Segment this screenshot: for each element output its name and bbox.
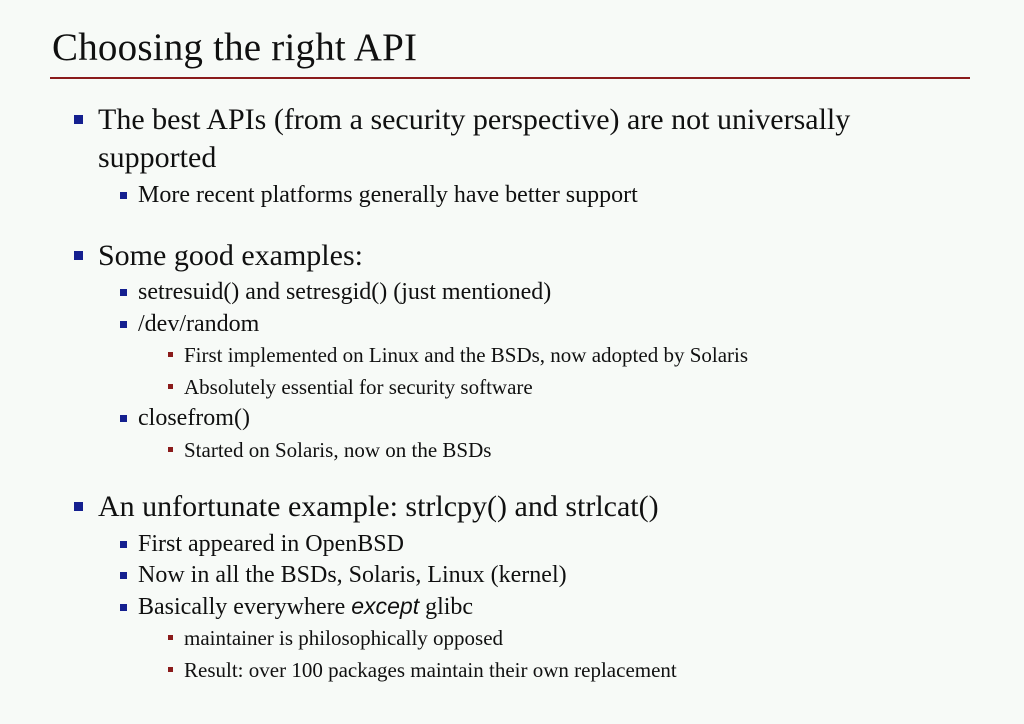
bullet-level1 — [70, 488, 974, 526]
bullet-level3 — [70, 340, 974, 372]
square-bullet-icon — [168, 635, 173, 640]
bullet-level2 — [70, 403, 974, 433]
bullet-level2-text-after: glibc — [419, 593, 474, 620]
square-bullet-icon — [168, 384, 173, 389]
square-bullet-icon — [120, 604, 127, 611]
bullet-block-3 — [70, 488, 974, 686]
bullet-level2-text: closefrom() — [138, 405, 250, 432]
bullet-level1 — [70, 237, 974, 275]
bullet-level2-text-before: Basically everywhere — [138, 593, 352, 620]
square-bullet-icon — [168, 352, 173, 357]
bullet-level1-text: The best APIs (from a security perspective) are not universally supported — [98, 102, 851, 175]
square-bullet-icon — [120, 415, 127, 422]
bullet-level1-text: An unfortunate example: strlcpy() and strlcat() — [98, 490, 659, 524]
square-bullet-icon — [120, 192, 127, 199]
bullet-level2 — [70, 277, 974, 307]
bullet-level3 — [70, 655, 974, 687]
title-divider — [50, 77, 970, 79]
bullet-level3 — [70, 623, 974, 655]
spacer — [70, 466, 974, 488]
bullet-level2-text-emphasis: except — [351, 592, 420, 619]
bullet-level3-text: Absolutely essential for security software — [184, 374, 533, 399]
bullet-level3-text: First implemented on Linux and the BSDs, now adopted by Solaris — [184, 343, 749, 368]
bullet-level2-text: /dev/random — [138, 310, 260, 337]
bullet-level2 — [70, 180, 974, 210]
page-title: Choosing the right API — [52, 26, 418, 69]
square-bullet-icon — [120, 289, 127, 296]
bullet-level2-text: setresuid() and setresgid() (just mentioned) — [138, 279, 552, 306]
bullet-block-1 — [70, 101, 974, 210]
spacer — [70, 211, 974, 237]
bullet-level3 — [70, 435, 974, 467]
square-bullet-icon — [74, 115, 83, 124]
bullet-level2 — [70, 560, 974, 590]
square-bullet-icon — [120, 572, 127, 579]
square-bullet-icon — [74, 502, 83, 511]
bullet-level2 — [70, 309, 974, 339]
bullet-level3 — [70, 372, 974, 404]
bullet-level2 — [70, 529, 974, 559]
bullet-level2-text: More recent platforms generally have better support — [138, 181, 638, 208]
bullet-level2-text: Now in all the BSDs, Solaris, Linux (kernel) — [138, 562, 567, 589]
square-bullet-icon — [120, 541, 127, 548]
bullet-block-2 — [70, 237, 974, 466]
bullet-level3-text: maintainer is philosophically opposed — [184, 626, 504, 651]
square-bullet-icon — [120, 321, 127, 328]
square-bullet-icon — [74, 251, 83, 260]
bullet-level1 — [70, 101, 974, 178]
square-bullet-icon — [168, 667, 173, 672]
square-bullet-icon — [168, 447, 173, 452]
bullet-level1-text: Some good examples: — [98, 239, 363, 273]
bullet-level2 — [70, 592, 974, 622]
bullet-level3-text: Started on Solaris, now on the BSDs — [184, 437, 492, 462]
bullet-level2-text: First appeared in OpenBSD — [138, 530, 404, 557]
bullet-level3-text: Result: over 100 packages maintain their own replacement — [184, 657, 677, 682]
slide-body — [70, 101, 974, 686]
